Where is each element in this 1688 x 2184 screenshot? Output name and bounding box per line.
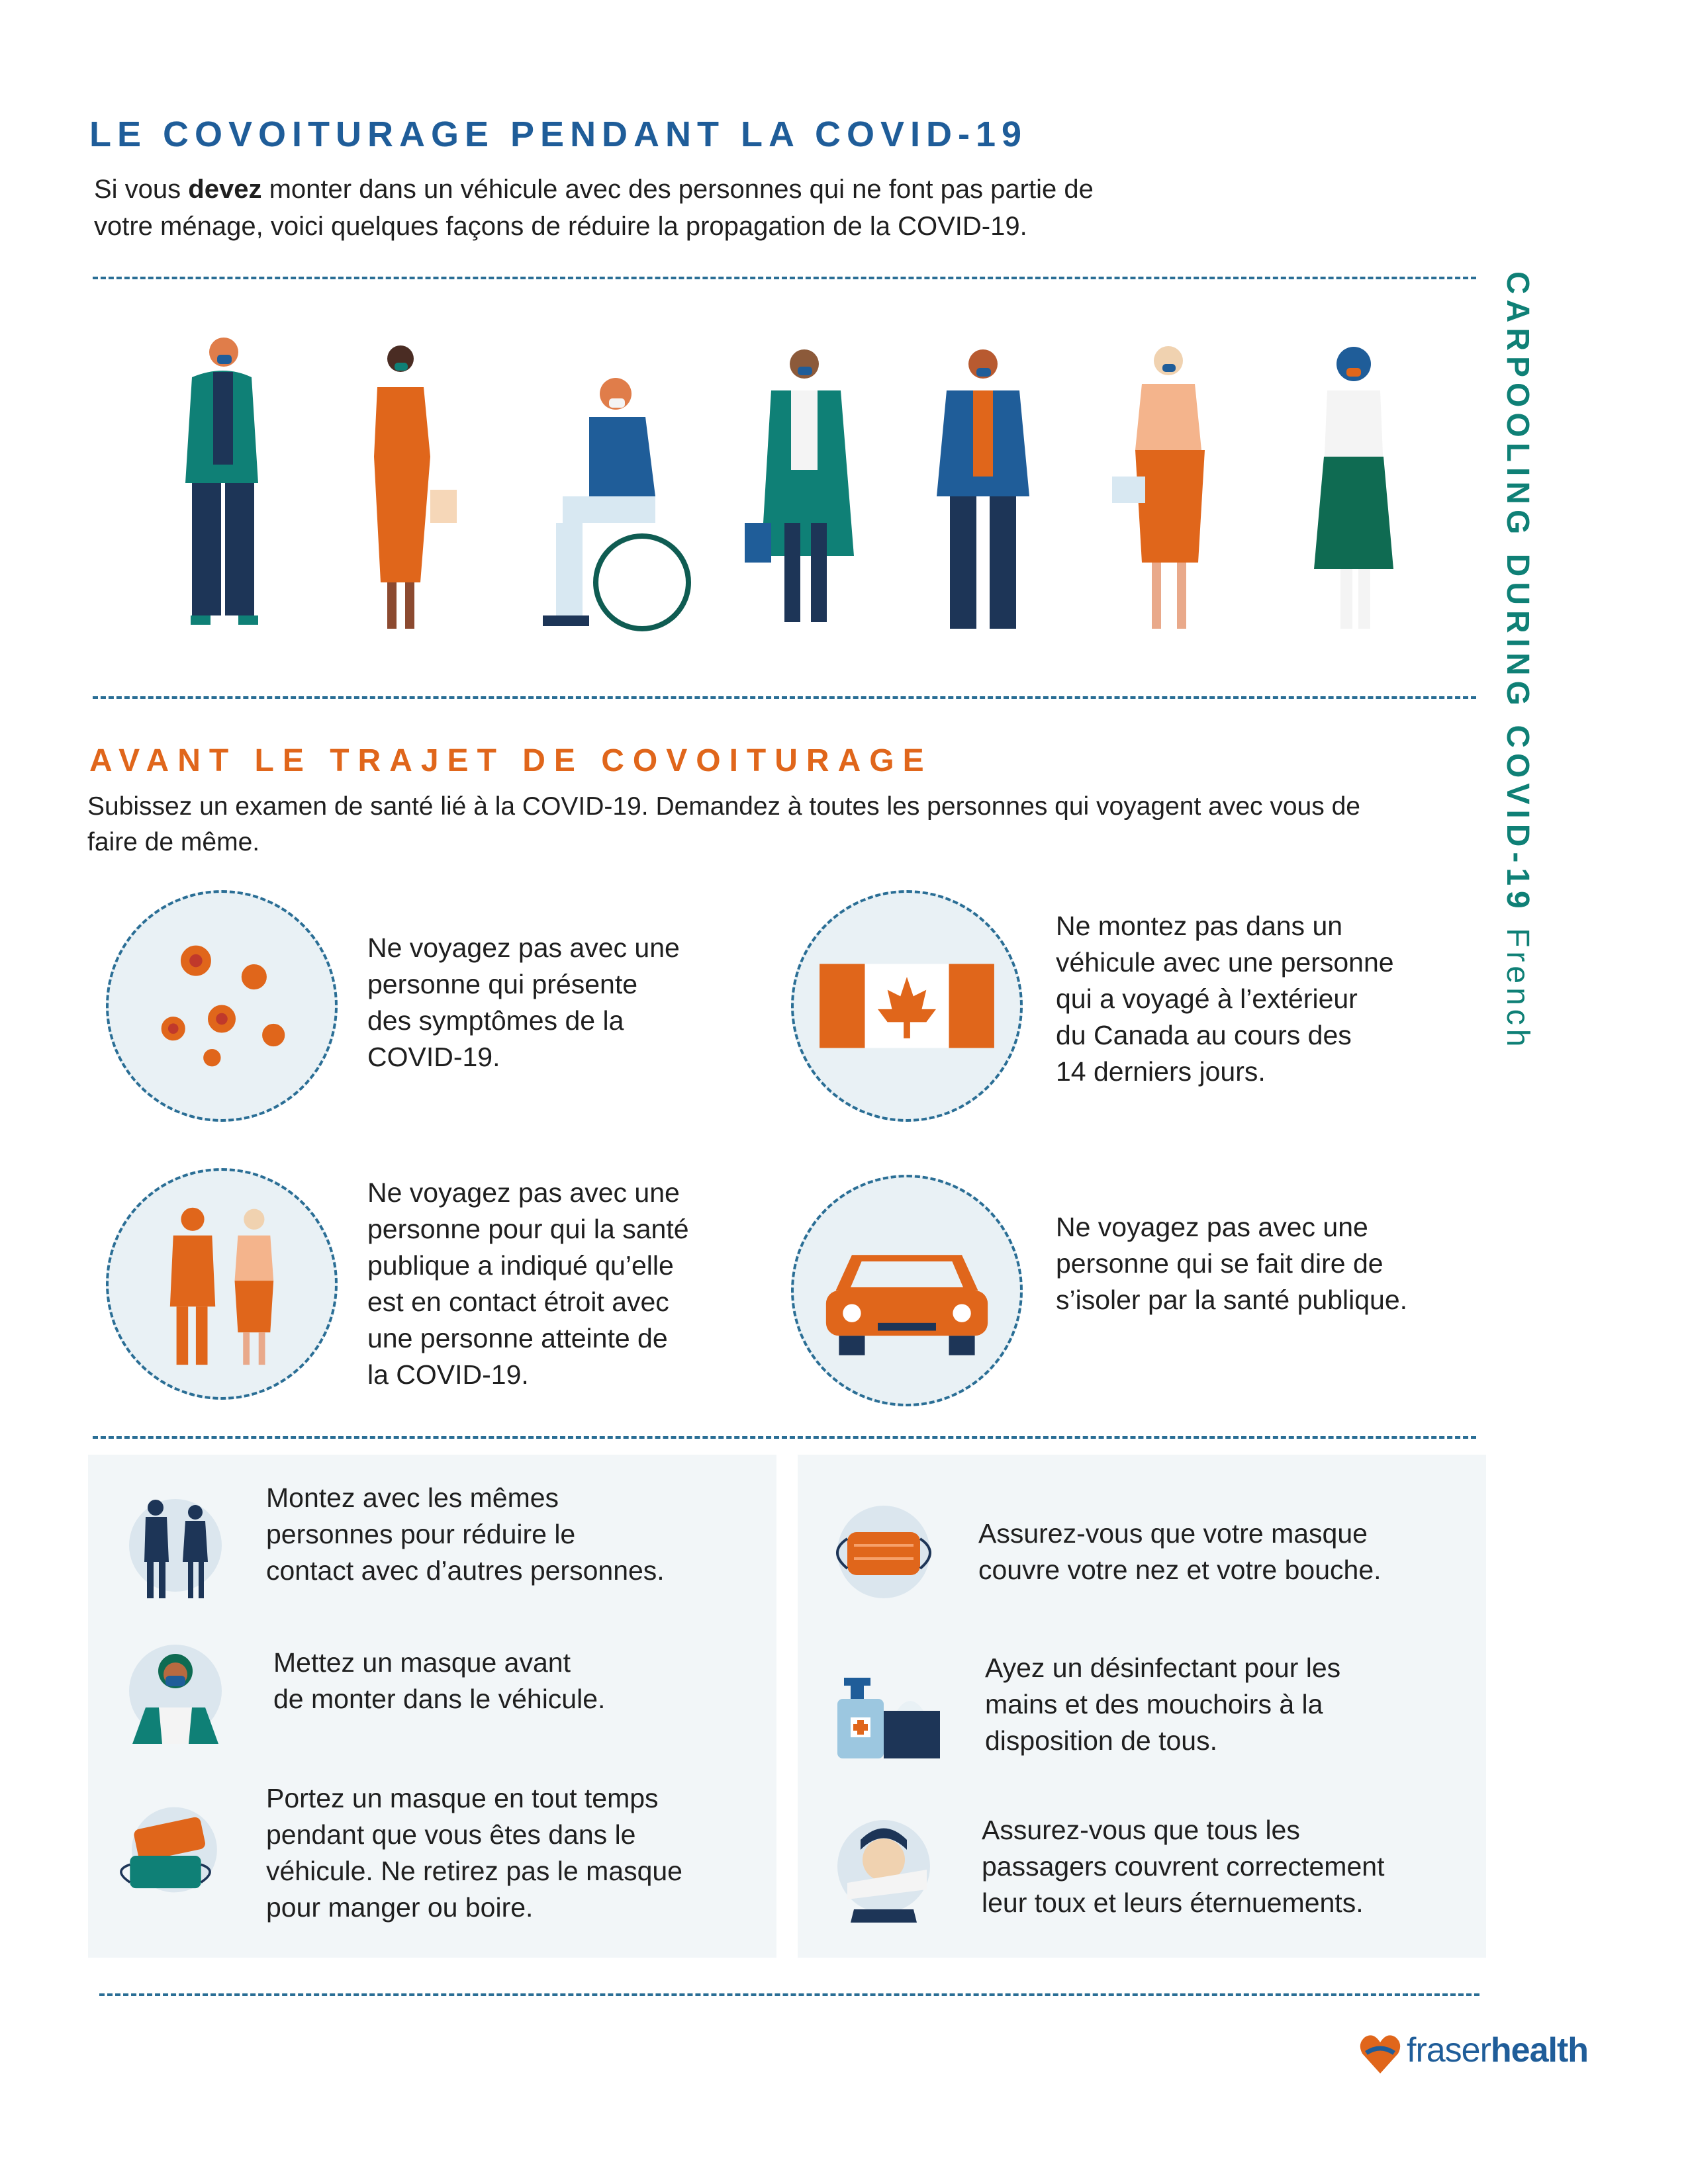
intro-bold: devez: [188, 175, 262, 204]
before-item-3-text: Ne voyagez pas avec une personne pour qui la santé publique a indiqué qu’elle est en contact étroit avec une personne atteinte de la COVID-19.: [367, 1177, 689, 1390]
fraserhealth-logo: fraserhealth: [1407, 2031, 1589, 2070]
people-illustration: [152, 324, 1456, 655]
masks-icon: [109, 1794, 222, 1906]
tip-right-3-text: Assurez-vous que tous les passagers couvrent correctement leur toux et leurs éternuements.: [982, 1815, 1385, 1918]
person-icon: [1112, 346, 1205, 629]
car-icon: [791, 1175, 1023, 1406]
same-people-icon: [119, 1489, 232, 1602]
sanitizer-tissues-icon: [831, 1651, 943, 1764]
person-icon: [937, 349, 1029, 629]
divider-before: [93, 1436, 1476, 1439]
intro-line2: votre ménage, voici quelques façons de réduire la propagation de la COVID-19.: [94, 212, 1027, 241]
before-item-1-text: Ne voyagez pas avec une personne qui présente des symptômes de la COVID-19.: [367, 933, 680, 1072]
side-label: [1499, 271, 1536, 1050]
close-contact-icon: [106, 1168, 338, 1400]
canada-flag-icon: [791, 890, 1023, 1122]
section-description: [87, 789, 1477, 860]
person-icon: [745, 349, 854, 622]
person-icon: [374, 345, 457, 629]
masked-person-icon: [119, 1635, 232, 1747]
mask-icon: [827, 1496, 940, 1608]
cough-elbow-icon: [827, 1810, 940, 1923]
divider-top: [93, 277, 1476, 279]
tip-right-1-text: Assurez-vous que votre masque couvre votre nez et votre bouche.: [978, 1518, 1382, 1585]
wheelchair-person-icon: [543, 378, 688, 629]
before-item-4-text: Ne voyagez pas avec une personne qui se fait dire de s’isoler par la santé publique.: [1056, 1212, 1408, 1315]
person-icon: [185, 338, 258, 625]
divider-bottom: [99, 1993, 1479, 1996]
description-line1: Subissez un examen de santé lié à la COVID-19. Demandez à toutes les personnes qui voyagent avec vous de: [87, 792, 1360, 821]
intro-text: [94, 171, 1352, 245]
page-title: LE COVOITURAGE PENDANT LA COVID-19: [89, 114, 1028, 154]
virus-icon: [106, 890, 338, 1122]
tip-left-2-text: Mettez un masque avant de monter dans le véhicule.: [273, 1647, 606, 1714]
intro-line1-rest: monter dans un véhicule avec des personnes qui ne font pas partie de: [261, 175, 1094, 204]
divider-people: [93, 696, 1476, 699]
fraserhealth-logo-icon: [1357, 2030, 1403, 2077]
description-line2: faire de même.: [87, 828, 260, 856]
side-label-light: French: [1500, 928, 1535, 1051]
intro-pre: Si vous: [94, 175, 189, 204]
tip-left-3-text: Portez un masque en tout temps pendant que vous êtes dans le véhicule. Ne retirez pas le masque pour manger ou boire.: [266, 1783, 682, 1923]
side-label-strong: CARPOOLING DURING COVID-19: [1500, 271, 1535, 914]
section-title-before: AVANT LE TRAJET DE COVOITURAGE: [89, 743, 933, 778]
tip-right-2-text: Ayez un désinfectant pour les mains et des mouchoirs à la disposition de tous.: [985, 1653, 1341, 1756]
before-item-2-text: Ne montez pas dans un véhicule avec une personne qui a voyagé à l’extérieur du Canada au cours des 14 derniers jours.: [1056, 911, 1394, 1087]
person-icon: [1314, 347, 1393, 629]
tip-left-1-text: Montez avec les mêmes personnes pour réduire le contact avec d’autres personnes.: [266, 1482, 665, 1586]
